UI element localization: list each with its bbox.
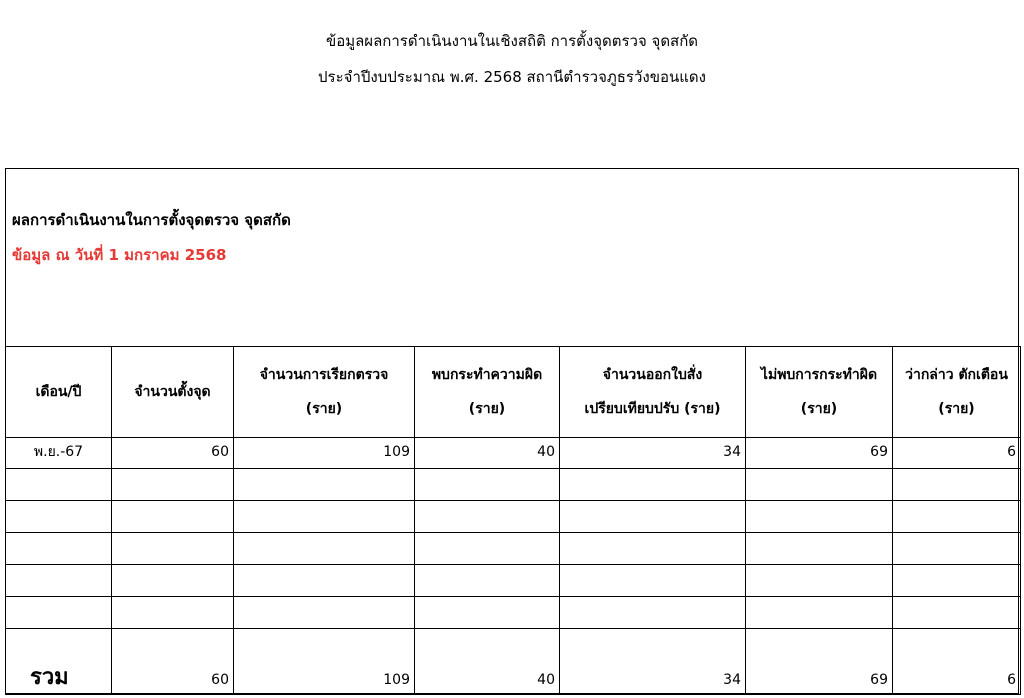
empty-cell — [560, 565, 746, 597]
cell-warnings: 6 — [893, 438, 1021, 469]
stats-sheet — [5, 168, 1019, 694]
empty-cell — [560, 501, 746, 533]
empty-cell — [112, 501, 234, 533]
empty-row — [6, 597, 1021, 629]
empty-cell — [6, 469, 112, 501]
empty-cell — [234, 501, 415, 533]
col-header-inspections — [234, 347, 415, 438]
col-header-label: จำนวนตั้งจุด — [134, 384, 211, 400]
empty-cell — [6, 501, 112, 533]
empty-row — [6, 565, 1021, 597]
empty-cell — [746, 501, 893, 533]
empty-cell — [6, 533, 112, 565]
cell-month: พ.ย.-67 — [6, 438, 112, 469]
col-header-unit: (ราย) — [938, 401, 975, 417]
empty-cell — [746, 565, 893, 597]
cell-tickets: 34 — [560, 438, 746, 469]
empty-cell — [234, 565, 415, 597]
empty-cell — [234, 533, 415, 565]
col-header-tickets — [560, 347, 746, 438]
report-subtitle: ประจำปีงบประมาณ พ.ศ. 2568 สถานีตำรวจภูธรวังขอนแดง — [318, 68, 706, 86]
cell-checkpoints: 60 — [112, 438, 234, 469]
empty-cell — [893, 533, 1021, 565]
total-checkpoints: 60 — [112, 629, 234, 695]
total-inspections: 109 — [234, 629, 415, 695]
table-row — [6, 438, 1021, 469]
empty-cell — [893, 501, 1021, 533]
empty-cell — [112, 533, 234, 565]
total-no-offense: 69 — [746, 629, 893, 695]
empty-cell — [893, 469, 1021, 501]
stats-table — [5, 346, 1021, 695]
col-header-unit: (ราย) — [800, 401, 838, 417]
empty-cell — [415, 469, 560, 501]
empty-cell — [893, 597, 1021, 629]
empty-cell — [415, 565, 560, 597]
empty-cell — [112, 565, 234, 597]
cell-offenses: 40 — [415, 438, 560, 469]
empty-cell — [6, 565, 112, 597]
col-header-label: จำนวนการเรียกตรวจ — [259, 367, 389, 383]
data-as-of: ข้อมูล ณ วันที่ 1 มกราคม 2568 — [12, 246, 227, 264]
empty-cell — [112, 469, 234, 501]
report-title: ข้อมูลผลการดำเนินงานในเชิงสถิติ การตั้งจุดตรวจ จุดสกัด — [325, 32, 699, 50]
total-label: รวม — [6, 629, 112, 695]
total-tickets: 34 — [560, 629, 746, 695]
col-header-unit: (ราย) — [468, 401, 506, 417]
header-row — [6, 347, 1021, 438]
empty-cell — [893, 565, 1021, 597]
col-header-checkpoints — [112, 347, 234, 438]
col-header-label: เดือน/ปี — [35, 384, 82, 400]
total-warnings: 6 — [893, 629, 1021, 695]
empty-cell — [415, 533, 560, 565]
total-row — [6, 629, 1021, 695]
empty-cell — [746, 597, 893, 629]
empty-cell — [560, 597, 746, 629]
empty-row — [6, 501, 1021, 533]
cell-no-offense: 69 — [746, 438, 893, 469]
col-header-label: จำนวนออกใบสั่ง — [602, 367, 703, 383]
empty-cell — [560, 533, 746, 565]
col-header-unit: เปรียบเทียบปรับ (ราย) — [584, 401, 721, 417]
col-header-label: พบกระทำความผิด — [431, 367, 543, 383]
empty-cell — [746, 469, 893, 501]
block-heading: ผลการดำเนินงานในการตั้งจุดตรวจ จุดสกัด — [12, 211, 291, 229]
cell-inspections: 109 — [234, 438, 415, 469]
empty-cell — [234, 469, 415, 501]
empty-cell — [112, 597, 234, 629]
col-header-month — [6, 347, 112, 438]
empty-cell — [6, 597, 112, 629]
col-header-offenses — [415, 347, 560, 438]
total-offenses: 40 — [415, 629, 560, 695]
col-header-label: ไม่พบการกระทำผิด — [760, 367, 878, 383]
empty-cell — [234, 597, 415, 629]
col-header-label: ว่ากล่าว ตักเตือน — [905, 367, 1008, 383]
empty-cell — [746, 533, 893, 565]
empty-row — [6, 469, 1021, 501]
empty-row — [6, 533, 1021, 565]
col-header-unit: (ราย) — [305, 401, 343, 417]
col-header-no-offense — [746, 347, 893, 438]
col-header-warnings — [893, 347, 1021, 438]
empty-cell — [560, 469, 746, 501]
empty-cell — [415, 501, 560, 533]
empty-cell — [415, 597, 560, 629]
